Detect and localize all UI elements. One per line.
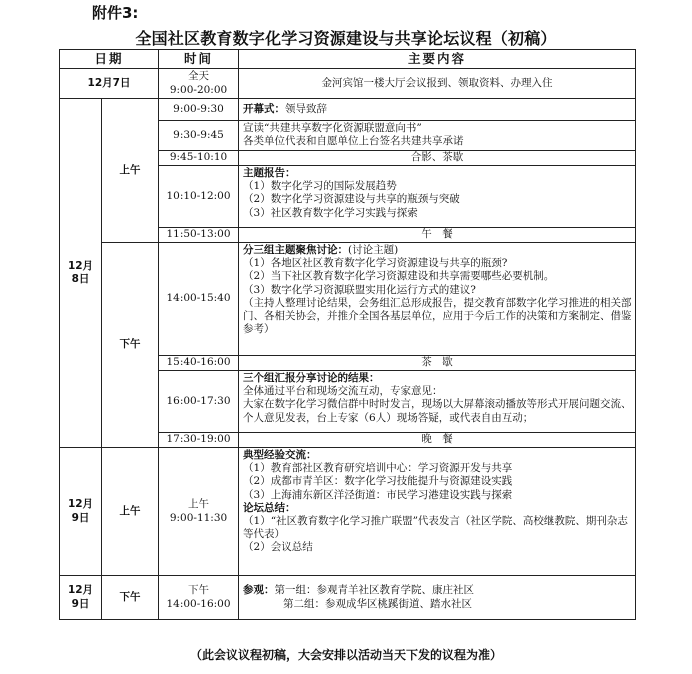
attachment-label: 附件3:	[92, 4, 139, 22]
list-item: （3）数字化学习资源联盟实用化运行方式的建议?	[243, 283, 476, 296]
time-range: 9:00-20:00	[169, 83, 228, 96]
time-cell: 9:45-10:10	[159, 151, 239, 166]
table-row	[60, 576, 636, 620]
period-am: 上午	[102, 448, 159, 576]
agenda-table	[59, 49, 636, 620]
date-cell-dec9-am	[60, 448, 102, 576]
table-row	[60, 99, 636, 121]
content-cell	[239, 166, 636, 228]
content-cell: 合影、茶歇	[239, 151, 636, 166]
content-line: 第二组：参观成华区桃蹊街道、踏水社区	[283, 597, 473, 610]
date-cell-dec9-pm	[60, 576, 102, 620]
time-cell: 17:30-19:00	[159, 433, 239, 448]
date-month: 12月	[67, 259, 94, 272]
list-item: （3）社区教育数字化学习实践与探索	[243, 206, 418, 219]
time-cell: 16:00-17:30	[159, 371, 239, 433]
date-cell: 12月7日	[60, 69, 159, 99]
list-item: （1）教育部社区教育研究培训中心：学习资源开发与共享	[243, 462, 513, 475]
table-row	[60, 69, 636, 99]
section-heading: 参观：	[243, 584, 275, 597]
section-heading-line	[243, 244, 632, 257]
list-item: （2）成都市青羊区：数字化学习技能提升与资源建设实践	[243, 475, 513, 488]
time-range: 14:00-16:00	[166, 597, 231, 610]
date-month: 12月	[67, 584, 94, 597]
section-heading: 主题报告：	[243, 167, 296, 179]
section-heading: 开幕式：	[243, 102, 286, 115]
list-item: （1）“社区教育数字化学习推广联盟”代表发言（社区学院、高校继教院、期刊杂志等代表）	[243, 515, 628, 541]
content-cell	[239, 448, 636, 576]
time-cell: 14:00-15:40	[159, 243, 239, 356]
list-item: （1）各地区社区教育数字化学习资源建设与共享的瓶颈?	[243, 257, 508, 270]
date-day: 9日	[71, 511, 90, 524]
time-cell: 9:00-9:30	[159, 99, 239, 121]
section-heading: 三个组汇报分享讨论的结果：	[243, 372, 380, 384]
content-cell	[239, 371, 636, 433]
section-heading: 论坛总结：	[243, 501, 296, 514]
page-title: 全国社区教育数字化学习资源建设与共享论坛议程（初稿）	[135, 29, 557, 48]
period-am: 上午	[102, 99, 159, 243]
content-cell: 金河宾馆一楼大厅会议报到、领取资料、办理入住	[239, 69, 636, 99]
content-line	[243, 584, 632, 597]
header-time: 时间	[159, 50, 239, 69]
date-day: 8日	[71, 273, 90, 285]
content-line: 各类单位代表和自愿单位上台签名共建共享承诺	[243, 135, 464, 148]
time-label: 全天	[188, 70, 210, 83]
time-label: 下午	[188, 584, 210, 597]
list-item: （3）上海浦东新区洋泾街道：市民学习港建设实践与探索	[243, 488, 513, 501]
time-cell: 15:40-16:00	[159, 356, 239, 371]
date-cell-dec8	[60, 99, 102, 448]
time-range: 9:00-11:30	[169, 511, 228, 524]
content-cell: 茶 歇	[239, 356, 636, 371]
content-cell	[239, 576, 636, 620]
list-item: （2）数字化学习资源建设与共享的瓶颈与突破	[243, 193, 460, 206]
content-note: （主持人整理讨论结果，会务组汇总形成报告，提交教育部数字化学习推进的相关部门、各相关协会，并推介全国各基层单位，应用于今后工作的决策和方案制定、借鉴参考）	[243, 296, 632, 336]
time-cell: 9:30-9:45	[159, 121, 239, 151]
content-line: 全体通过平台和现场交流互动，专家意见：	[243, 385, 443, 398]
period-pm: 下午	[102, 243, 159, 448]
content-cell	[239, 121, 636, 151]
time-label: 上午	[188, 498, 210, 511]
header-content: 主要内容	[239, 50, 636, 69]
heading-note: (讨论主题)	[348, 244, 399, 256]
content-cell	[239, 243, 636, 356]
date-day: 9日	[71, 597, 90, 610]
list-item: （2）当下社区教育数字化学习资源建设和共享需要哪些必要机制。	[243, 270, 555, 283]
list-item: （1）数字化学习的国际发展趋势	[243, 180, 397, 193]
table-row	[60, 243, 636, 356]
time-cell	[159, 576, 239, 620]
time-cell: 11:50-13:00	[159, 228, 239, 243]
table-row	[60, 448, 636, 576]
content-cell: 晚 餐	[239, 433, 636, 448]
content-line: 宣读“共建共享数字化资源联盟意向书”	[243, 122, 422, 134]
section-heading: 分三组主题聚焦讨论：	[243, 244, 349, 256]
date-month: 12月	[67, 498, 94, 511]
footnote: （此会议议程初稿，大会安排以活动当天下发的议程为准）	[189, 648, 502, 662]
list-item: （2）会议总结	[243, 541, 313, 554]
content-text: 第一组：参观青羊社区教育学院、康庄社区	[274, 584, 475, 597]
content-cell	[239, 99, 636, 121]
period-pm: 下午	[102, 576, 159, 620]
header-date: 日期	[60, 50, 159, 69]
content-text: 领导致辞	[285, 102, 328, 115]
table-header-row	[60, 50, 636, 69]
time-cell	[159, 69, 239, 99]
section-heading: 典型经验交流：	[243, 449, 317, 461]
content-line: 大家在数字化学习微信群中时时发言，现场以大屏幕滚动播放等形式开展问题交流、个人意见发表，台上专家（6人）现场答疑，或代表自由互动；	[243, 398, 632, 424]
time-cell	[159, 448, 239, 576]
time-cell: 10:10-12:00	[159, 166, 239, 228]
content-cell: 午 餐	[239, 228, 636, 243]
